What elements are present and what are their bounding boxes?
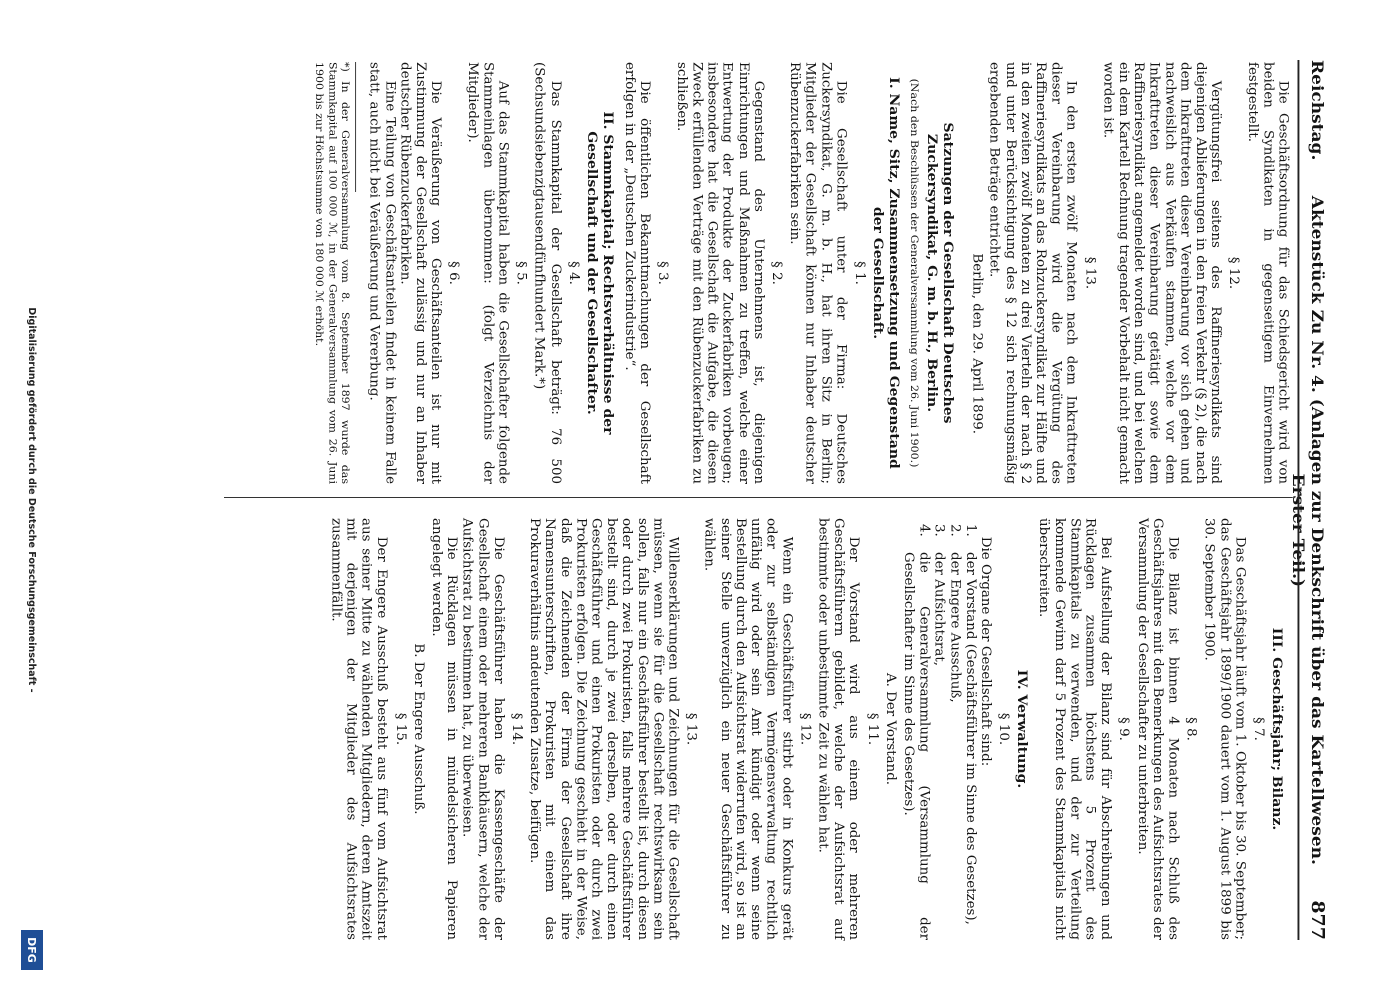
paragraph: Das Stammkapital der Gesellschaft beträgt: 76 500 (Sechsundsiebenzigtausendfünfhundert Mark.*) (532, 62, 562, 484)
list-item (931, 518, 946, 940)
section-number: § 15. (392, 712, 408, 746)
section-number: § 14. (509, 712, 524, 746)
header-rule (1298, 60, 1300, 940)
list-item (962, 518, 977, 940)
paragraph: Das Geschäftsjahr läuft vom 1. Oktober bis 30. September; das Geschäftsjahr 1899/1900 dauert vom 1. August 1899 bis 30. September 1900. (1201, 518, 1247, 940)
paragraph: Die Rücklagen müssen in mündelsicheren Papieren angelegt werden. (429, 518, 459, 940)
section-number: § 11. (864, 712, 880, 746)
header-left: Reichstag. (1307, 60, 1326, 161)
statute-subtitle: (Nach den Beschlüssen der Generalversammlung vom 26. Juni 1900.) (907, 78, 921, 468)
paragraph: Die Gesellschaft unter der Firma: Deutsches Zuckersyndikat, G. m. b. H., hat ihren Sitz in Berlin; Mitglieder der Gesellschaft können nur Inhaber deutscher Rübenzuckerfabriken sein. (787, 62, 848, 484)
page-number: 877 (1307, 900, 1328, 940)
paragraph: Die Organe der Gesellschaft sind: (978, 536, 993, 767)
paragraph: Der Vorstand wird aus einem oder mehreren Geschäftsführern gebildet, welche der Aufsichtsrat auf bestimmte oder unbestimmte Zeit zu wählen hat. (815, 518, 861, 940)
chapter-heading: II. Stammkapital; Rechtsverhältnisse der Gesellschaft und der Gesellschafter. (583, 111, 616, 435)
list-text: der Vorstand (Geschäftsführer im Sinne des Gesetzes), (962, 552, 978, 925)
subsection-heading: B. Der Engere Ausschuß. (411, 643, 426, 815)
section-number: § 1. (851, 261, 867, 285)
left-column (313, 62, 1290, 484)
list-text: der Aufsichtsrat, (932, 552, 947, 666)
header-title: Aktenstück Zu Nr. 4. (Anlagen zur Denkschrift über das Kartellwesen. Erster Teil.) (1288, 195, 1326, 865)
section-number: § 2. (769, 261, 784, 285)
section-number: § 12. (1226, 256, 1241, 290)
paragraph: Gegenstand des Unternehmens ist, diejenigen Einrichtungen und Maßnahmen zu treffen, welche einer Entwertung der Produkte der Zuckerfabriken vorbeugen; insbesondere hat die Gesellschaft die Aufgabe, die diesen Zweck erfüllenden Verträge mit den Rübenzuckerfabriken zu schließen. (674, 62, 766, 484)
statute-title: Satzungen der Gesellschaft Deutsches Zuckersyndikat, G. m. b. H., Berlin. (924, 122, 956, 424)
paragraph: Die Geschäftsführer haben die Kassengeschäfte der Gesellschaft einem oder mehreren Bankhäusern, welche der Aufsichtsrat zu bestimmen hat, zu überweisen. (460, 518, 506, 940)
chapter-heading: III. Geschäftsjahr; Bilanz. (1269, 627, 1285, 831)
list-number: 2. (947, 524, 962, 537)
digitization-credit: Digitalisierung gefördert durch die Deutsche Forschungsgemeinschaft - (26, 307, 37, 693)
chapter-heading: I. Name, Sitz, Zusammensetzung und Gegenstand der Gesellschaft. (869, 77, 902, 469)
list-item (946, 518, 961, 940)
column-divider (224, 497, 1293, 498)
list-number: 4. (916, 524, 931, 537)
section-number: § 13. (1082, 256, 1097, 290)
paragraph: Die Bilanz ist binnen 4 Monaten nach Schluß des Geschäftsjahres mit den Bemerkungen des Aufsichtsrates der Versammlung der Gesellschafter zu unterbreiten. (1134, 518, 1180, 940)
running-header (1288, 60, 1328, 940)
paragraph: Die Veräußerung von Geschäftsanteilen ist nur mit Zustimmung der Gesellschaft zulässig und nur an Inhaber deutscher Rübenzuckerfabriken. (397, 62, 443, 484)
section-number: § 10. (996, 712, 1011, 746)
list-text: die Generalversammlung (Versammlung der Gesellschafter im Sinne des Gesetzes). (901, 552, 931, 940)
paragraph: Wenn ein Geschäftsführer stirbt oder in Konkurs gerät oder zur selbständigen Vermögensverwaltung rechtlich unfähig wird oder sein Amt kündigt oder wenn seine Bestellung durch den Aufsichtsrat widerrufen wird, so ist an seiner Stelle unverzüglich ein neuer Geschäftsführer zu wählen. (702, 518, 794, 940)
section-number: § 12. (797, 712, 812, 746)
paragraph: Bei Aufstellung der Bilanz sind für Abschreibungen und Rücklagen zusammen höchstens 5 Prozent des Stammkapitals zu verwenden, und der zur Verteilung kommende Gewinn darf 5 Prozent des Stammkapitals nicht überschreiten. (1036, 518, 1113, 940)
section-number: § 6. (446, 261, 461, 285)
date-signature: Berlin, den 29. April 1899. (969, 253, 985, 434)
paragraph: In den ersten zwölf Monaten nach dem Inkrafttreten dieser Vereinbarung wird die Vergütung des Raffineriesyndikats an das Rohzuckersyndikat zur Hälfte und in den zweiten zwölf Monaten zu drei Vierteln der nach § 2 und unter Berücksichtigung des § 12 sich rechnungsmäßig ergebenden Beträge entrichtet. (987, 62, 1079, 484)
section-number: § 5. (514, 261, 529, 285)
subsection-heading: A. Der Vorstand. (883, 672, 898, 786)
paragraph: Vergütungsfrei seitens des Raffineriesyndikats sind diejenigen Ablieferungen in den freien Verkehr (§ 2), die nach dem Inkrafttreten dieser Vereinbarung vor sich gehen und nachweislich aus Verkäufen stammen, welche vor dem Inkrafttreten dieser Vereinbarung getätigt sowie dem Raffineriesyndikat angemeldet worden sind, und bei welchen ein dem Kartell Rechnung tragender Vorbehalt nicht gemacht worden ist. (1100, 62, 1223, 484)
organ-list (900, 518, 977, 940)
paragraph: Willenserklärungen und Zeichnungen für die Gesellschaft müssen, wenn sie für die Gesellschaft rechtswirksam sein sollen, falls nur ein Geschäftsführer bestellt ist, durch diesen oder durch zwei Prokuristen, falls mehrere Geschäftsführer bestellt sind, durch je zwei derselben, oder durch einen Geschäftsführer und einen Prokuristen oder durch zwei Prokuristen erfolgen. Die Zeichnung geschieht in der Weise, daß die Zeichnenden der Firma der Gesellschaft ihre Namensunterschriften, Prokuristen mit einem das Prokuraverhältnis andeutenden Zusatze, beifügen. (527, 518, 681, 940)
list-number: 3. (932, 524, 947, 537)
section-number: § 4. (565, 261, 581, 285)
paragraph: Auf das Stammkapital haben die Gesellschafter folgende Stammeinlagen übernommen: (folgt Verzeichnis der Mitglieder). (464, 62, 511, 484)
section-number: § 7. (1250, 717, 1266, 741)
section-number: § 13. (684, 712, 699, 746)
list-text: der Engere Ausschuß, (947, 552, 962, 703)
paragraph: Die Geschäftsordnung für das Schiedsgericht wird von beiden Syndikaten in gegenseitigem Einvernehmen festgestellt. (1244, 62, 1290, 484)
paragraph: Der Engere Ausschuß besteht aus fünf vom Aufsichtsrat aus seiner Mitte zu wählenden Mitgliedern, deren Amtszeit mit derjenigen der Mitglieder des Aufsichtsrates zusammenfällt. (328, 518, 389, 940)
section-number: § 9. (1116, 717, 1131, 741)
section-number: § 3. (655, 261, 671, 285)
paragraph: Die öffentlichen Bekanntmachungen der Gesellschaft erfolgen in der „Deutschen Zuckerindustrie“. (622, 62, 652, 484)
list-item (900, 518, 931, 940)
paragraph: Eine Teilung von Geschäftsanteilen findet in keinem Falle statt, auch nicht bei Veräußerung und Vererbung. (366, 62, 397, 484)
section-number: § 8. (1183, 717, 1198, 741)
list-number: 1. (962, 524, 978, 537)
footnote-rule (355, 62, 356, 192)
chapter-heading: IV. Verwaltung. (1014, 669, 1030, 789)
footnote: *) In der Generalversammlung vom 8. September 1897 wurde das Stammkapital auf 100 000 ℳ, in der Generalversammlung vom 26. Juni 1900 bis zur Höchstsumme von 180 000 ℳ erhöht. (313, 62, 352, 484)
dfg-logo: DFG (21, 930, 43, 970)
right-column (327, 518, 1290, 940)
page-canvas (69, 0, 1383, 1000)
